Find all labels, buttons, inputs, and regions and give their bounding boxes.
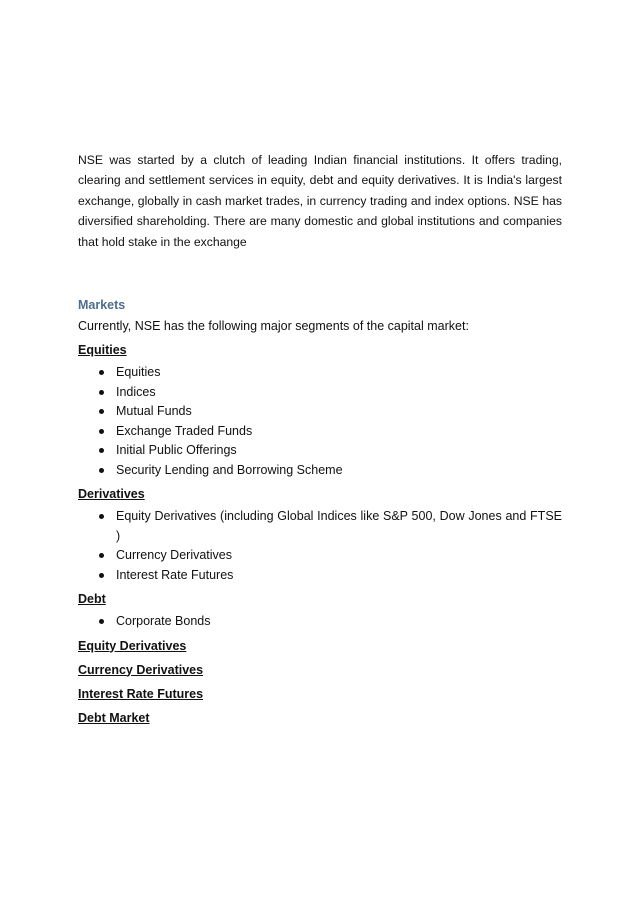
list-item-text: Initial Public Offerings <box>116 443 237 458</box>
link-debt-market[interactable]: Debt Market <box>78 710 150 725</box>
list-item <box>78 461 562 481</box>
list-item-text: Interest Rate Futures <box>116 567 234 582</box>
list-item <box>78 546 562 566</box>
bullet-icon <box>99 553 104 558</box>
bullet-icon <box>99 448 104 453</box>
markets-lead-text: Currently, NSE has the following major segments of the capital market: <box>78 319 469 334</box>
list-item-text: Mutual Funds <box>116 404 192 419</box>
link-interest-rate-futures[interactable]: Interest Rate Futures <box>78 686 204 701</box>
list-item-text: Exchange Traded Funds <box>116 423 253 438</box>
equities-title: Equities <box>78 343 127 358</box>
list-item-text: Security Lending and Borrowing Scheme <box>116 462 343 477</box>
list-item <box>78 402 562 422</box>
bullet-icon <box>99 468 104 473</box>
list-item <box>78 422 562 442</box>
debt-title: Debt <box>78 592 106 607</box>
list-item <box>78 363 562 383</box>
bullet-icon <box>99 429 104 434</box>
list-item <box>78 612 562 632</box>
bullet-icon <box>99 573 104 578</box>
bullet-icon <box>99 514 104 519</box>
bullet-icon <box>99 619 104 624</box>
list-item <box>78 441 562 461</box>
bullet-icon <box>99 390 104 395</box>
list-item-text: Indices <box>116 384 156 399</box>
bullet-icon <box>99 409 104 414</box>
derivatives-list <box>78 507 562 585</box>
list-item <box>78 566 562 586</box>
bullet-icon <box>99 370 104 375</box>
list-item <box>78 507 562 546</box>
list-item-text: Corporate Bonds <box>116 614 211 629</box>
link-equity-derivatives[interactable]: Equity Derivatives <box>78 638 187 653</box>
list-item-text: Currency Derivatives <box>116 548 233 563</box>
document-page <box>78 150 562 728</box>
equities-list <box>78 363 562 480</box>
markets-heading: Markets <box>78 298 126 313</box>
list-item-text: Equities <box>116 365 161 380</box>
list-item-text: Equity Derivatives (including Global Indices like S&P 500, Dow Jones and FTSE ) <box>116 509 562 543</box>
list-item <box>78 383 562 403</box>
link-currency-derivatives[interactable]: Currency Derivatives <box>78 662 204 677</box>
derivatives-title: Derivatives <box>78 487 145 502</box>
debt-list <box>78 612 562 632</box>
intro-paragraph: NSE was started by a clutch of leading Indian financial institutions. It offers trading, clearing and settlement services in equity, debt and equity derivatives. It is India's largest exchange, globally in cash market trades, in currency trading and index options. NSE has diversified shareholding. There are many domestic and global institutions and companies that hold stake in the exchange <box>78 153 562 249</box>
